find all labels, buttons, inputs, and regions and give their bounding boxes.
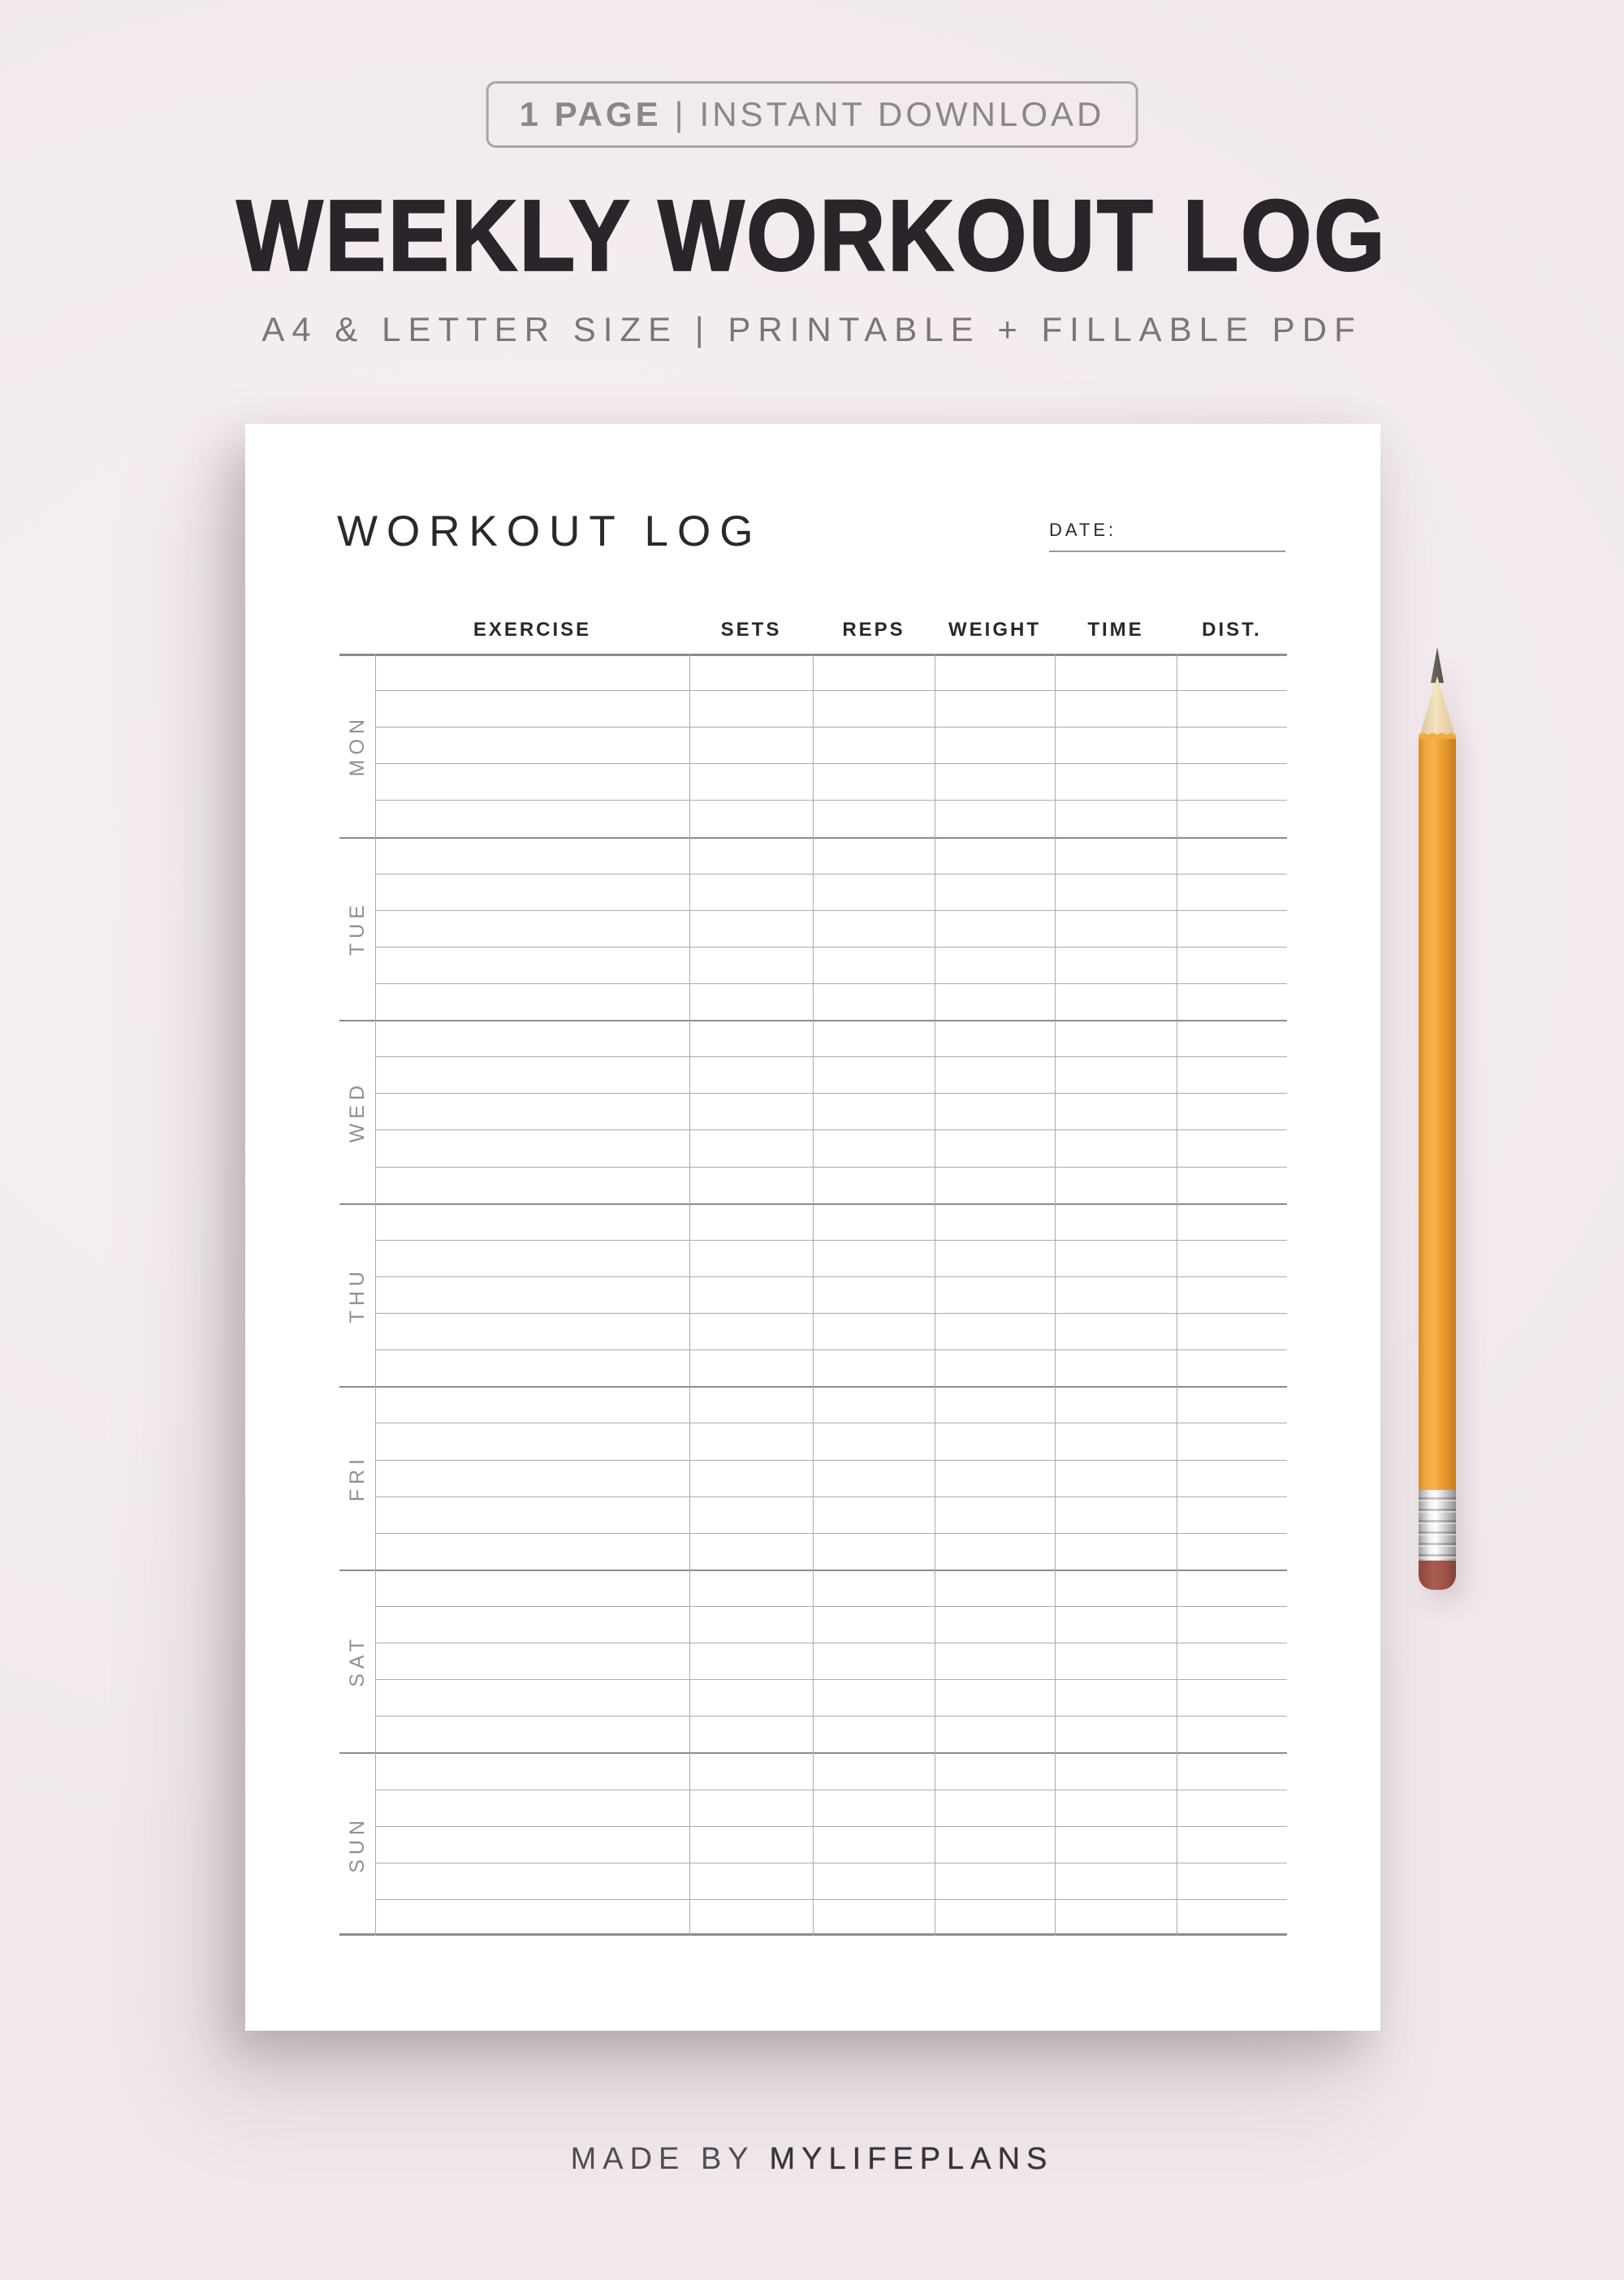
date-label: DATE: <box>1049 520 1117 540</box>
badge-separator: | <box>674 95 687 133</box>
day-block-sun <box>339 1752 375 1936</box>
row-line <box>375 1349 1287 1350</box>
row-line <box>375 1606 1287 1607</box>
column-header-reps: REPS <box>842 619 905 641</box>
row-line <box>375 1167 1287 1168</box>
column-line <box>1055 654 1056 1936</box>
column-line <box>813 654 814 1936</box>
column-header-spacer <box>339 640 375 641</box>
day-label-sat: SAT <box>345 1634 369 1687</box>
product-badge <box>486 81 1138 148</box>
table-column-headers <box>339 606 1287 641</box>
column-header-dist: DIST. <box>1202 619 1262 641</box>
row-line <box>375 800 1287 801</box>
day-label-sun: SUN <box>345 1815 369 1873</box>
day-block-tue <box>339 837 375 1021</box>
day-block-mon <box>339 654 375 837</box>
pencil-eraser <box>1419 1561 1456 1590</box>
day-label-tue: TUE <box>345 900 369 956</box>
row-line <box>375 1496 1287 1497</box>
day-label-thu: THU <box>345 1266 369 1324</box>
page-title: WEEKLY WORKOUT LOG <box>236 179 1388 292</box>
column-header-sets: SETS <box>720 619 782 641</box>
row-line <box>375 1313 1287 1314</box>
row-line <box>375 690 1287 691</box>
day-block-thu <box>339 1203 375 1387</box>
pencil-image <box>1419 647 1456 1590</box>
workout-table <box>339 654 1287 1936</box>
page-subtitle: A4 & LETTER SIZE | PRINTABLE + FILLABLE PDF <box>261 310 1363 348</box>
day-block-fri <box>339 1386 375 1570</box>
date-field <box>1049 520 1285 552</box>
row-line <box>375 1093 1287 1094</box>
footer-prefix: MADE BY <box>570 2142 754 2176</box>
row-line <box>375 910 1287 911</box>
day-label-fri: FRI <box>345 1453 369 1502</box>
row-line <box>375 1276 1287 1277</box>
badge-pages-label: 1 PAGE <box>519 95 662 133</box>
row-line <box>375 1240 1287 1241</box>
column-line <box>689 654 690 1936</box>
workout-log-page <box>245 424 1380 2031</box>
row-line <box>375 1899 1287 1900</box>
row-line <box>375 947 1287 948</box>
day-label-wed: WED <box>345 1080 369 1143</box>
column-header-weight: WEIGHT <box>948 619 1041 641</box>
row-line <box>375 763 1287 764</box>
row-line <box>375 1056 1287 1057</box>
column-header-exercise: EXERCISE <box>473 619 592 641</box>
row-line <box>375 1533 1287 1534</box>
column-header-time: TIME <box>1087 619 1144 641</box>
row-line <box>375 1460 1287 1461</box>
day-block-wed <box>339 1020 375 1203</box>
document-title: WORKOUT LOG <box>337 507 762 555</box>
row-line <box>375 983 1287 984</box>
day-label-mon: MON <box>345 714 369 776</box>
row-line <box>375 1679 1287 1680</box>
badge-download-label: INSTANT DOWNLOAD <box>699 95 1105 133</box>
row-line <box>375 1826 1287 1827</box>
pencil-wood <box>1419 676 1456 740</box>
row-line <box>375 727 1287 728</box>
footer-brand: MYLIFEPLANS <box>769 2142 1054 2176</box>
pencil-body <box>1419 738 1456 1490</box>
column-line <box>375 654 376 1936</box>
day-block-sat <box>339 1570 375 1753</box>
pencil-ferrule <box>1419 1490 1456 1561</box>
footer-credit <box>0 2142 1624 2177</box>
row-line <box>375 1129 1287 1130</box>
